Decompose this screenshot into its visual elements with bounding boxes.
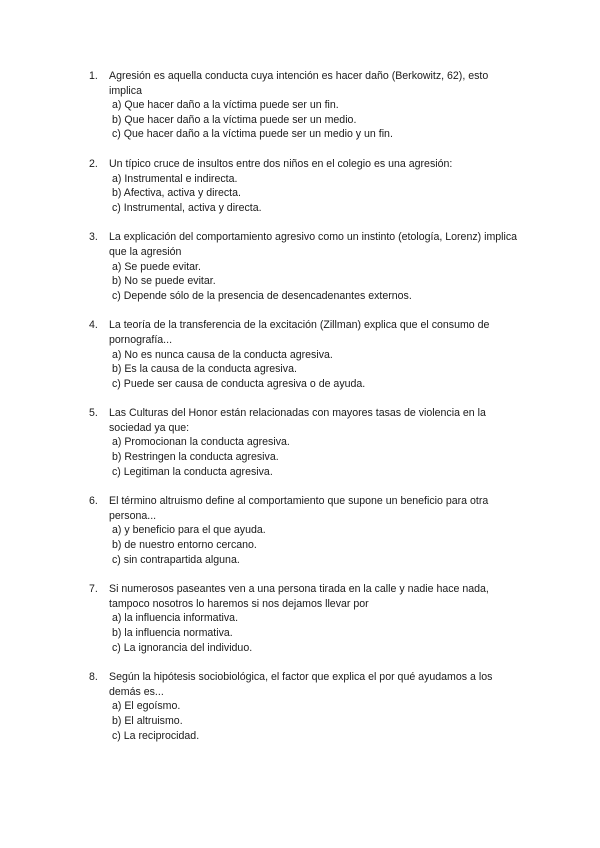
question-text: La teoría de la transferencia de la excitación (Zillman) explica que el consumo de pornografía...: [109, 319, 490, 346]
answer-option: a) y beneficio para el que ayuda.: [112, 524, 266, 537]
answer-option: b) Afectiva, activa y directa.: [112, 187, 241, 200]
answer-option: a) la influencia informativa.: [112, 612, 239, 625]
answer-option: c) La ignorancia del individuo.: [112, 641, 253, 654]
question-number: 4.: [89, 319, 98, 332]
question-item: [0, 670, 600, 743]
question-number: 5.: [89, 407, 98, 420]
answer-option: a) Que hacer daño a la víctima puede ser un fin.: [112, 99, 339, 112]
question-number: 7.: [89, 583, 98, 596]
question-text: Según la hipótesis sociobiológica, el factor que explica el por qué ayudamos a los demás es...: [109, 671, 493, 698]
answer-option: c) Puede ser causa de conducta agresiva o de ayuda.: [112, 377, 366, 390]
answer-options: [112, 611, 600, 655]
question-text: El término altruismo define al comportamiento que supone un beneficio para otra persona...: [109, 495, 489, 522]
answer-option: b) Restringen la conducta agresiva.: [112, 451, 279, 464]
question-item: [0, 582, 600, 655]
answer-option: b) Es la causa de la conducta agresiva.: [112, 363, 297, 376]
answer-option: c) Instrumental, activa y directa.: [112, 201, 262, 214]
question-item: [0, 230, 600, 303]
question-number: 1.: [89, 70, 98, 82]
question-number: 6.: [89, 495, 98, 508]
question-text: Si numerosos paseantes ven a una persona tirada en la calle y nadie hace nada, tampoco nosotros lo haremos si nos dejamos llevar por: [109, 583, 489, 610]
question-item: [0, 318, 600, 391]
answer-option: c) Legitiman la conducta agresiva.: [112, 465, 273, 478]
answer-options: [112, 98, 600, 142]
question-list: [0, 69, 600, 758]
answer-option: a) No es nunca causa de la conducta agresiva.: [112, 348, 333, 361]
question-item: [0, 406, 600, 479]
answer-option: a) Se puede evitar.: [112, 260, 201, 273]
answer-options: [112, 348, 600, 392]
answer-option: b) Que hacer daño a la víctima puede ser un medio.: [112, 113, 357, 126]
answer-options: [112, 699, 600, 743]
question-text: Agresión es aquella conducta cuya intención es hacer daño (Berkowitz, 62), esto implica: [109, 70, 489, 97]
question-item: [0, 69, 600, 142]
question-text: Las Culturas del Honor están relacionadas con mayores tasas de violencia en la sociedad ya que:: [109, 407, 486, 434]
answer-option: c) La reciprocidad.: [112, 729, 200, 742]
answer-option: b) de nuestro entorno cercano.: [112, 539, 257, 552]
answer-option: a) Promocionan la conducta agresiva.: [112, 436, 290, 449]
question-item: [0, 494, 600, 567]
answer-option: a) Instrumental e indirecta.: [112, 172, 238, 185]
answer-option: c) sin contrapartida alguna.: [112, 553, 240, 566]
answer-options: [112, 435, 600, 479]
answer-options: [112, 172, 600, 216]
question-number: 8.: [89, 671, 98, 684]
question-number: 3.: [89, 231, 98, 244]
question-text: La explicación del comportamiento agresivo como un instinto (etología, Lorenz) implica que la agresión: [109, 231, 518, 258]
question-number: 2.: [89, 157, 98, 170]
answer-option: b) No se puede evitar.: [112, 275, 216, 288]
question-text: Un típico cruce de insultos entre dos niños en el colegio es una agresión:: [109, 157, 453, 170]
answer-options: [112, 523, 600, 567]
answer-options: [112, 260, 600, 304]
answer-option: c) Depende sólo de la presencia de desencadenantes externos.: [112, 289, 412, 302]
answer-option: c) Que hacer daño a la víctima puede ser un medio y un fin.: [112, 128, 393, 141]
answer-option: a) El egoísmo.: [112, 700, 181, 713]
answer-option: b) la influencia normativa.: [112, 627, 233, 639]
question-item: [0, 157, 600, 215]
answer-option: b) El altruismo.: [112, 714, 183, 727]
